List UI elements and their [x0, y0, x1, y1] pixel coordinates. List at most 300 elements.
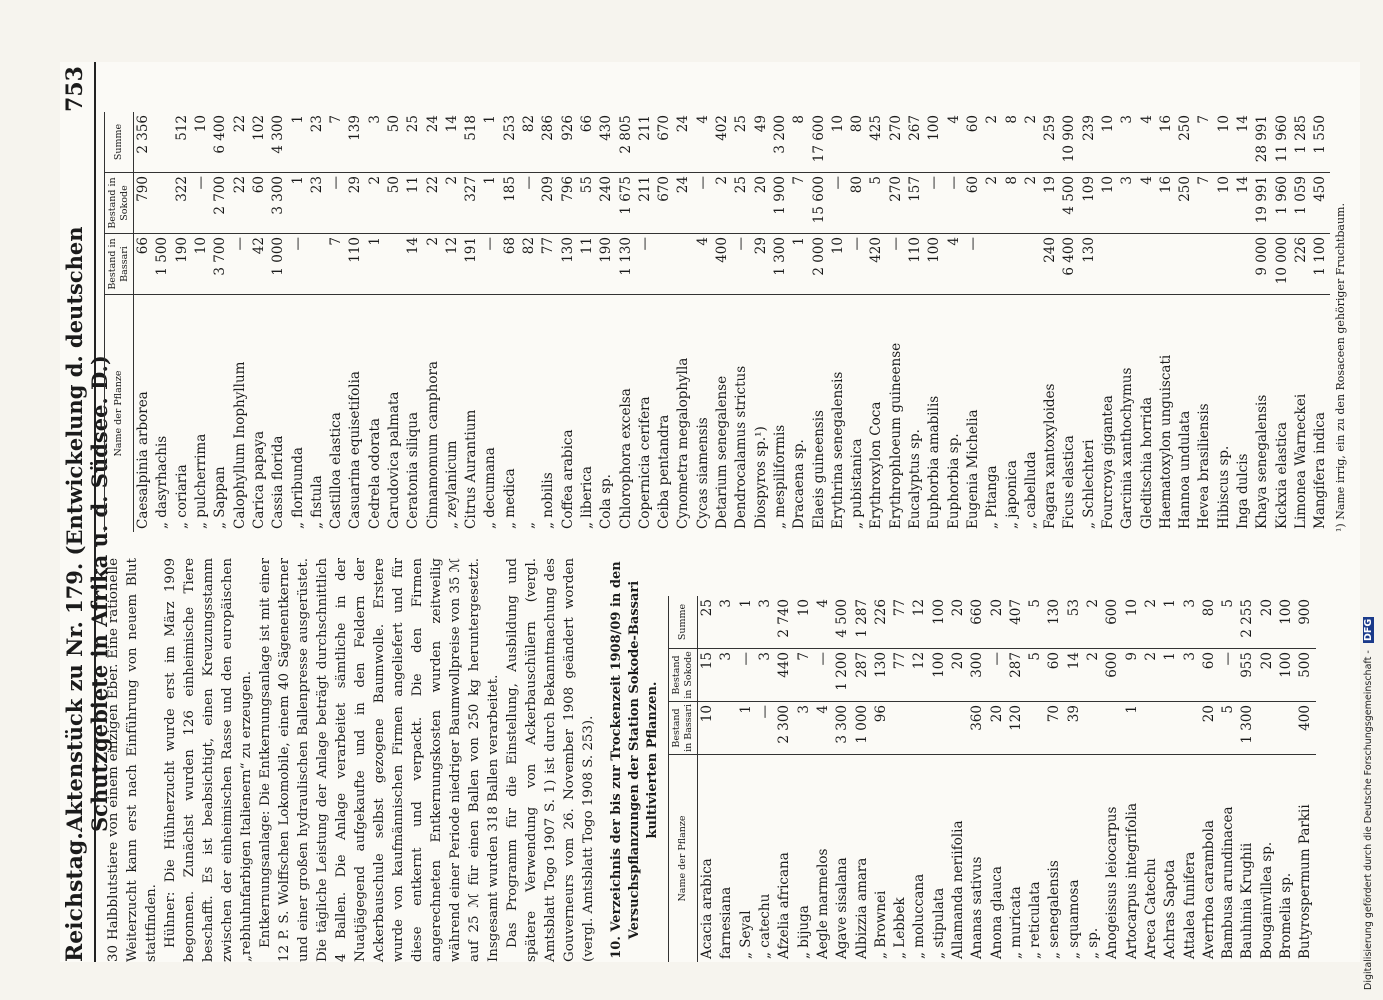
table-row — [906, 112, 925, 532]
sokode-count: 60 — [250, 173, 269, 234]
bassari-count: 1 000 — [269, 234, 288, 295]
table-row — [872, 596, 891, 962]
total-count: 250 — [1176, 112, 1195, 173]
sokode-count: 19 — [1041, 173, 1060, 234]
section-title: 10. Verzeichnis der bis zur Trockenzeit 1908/09 in den Versuchspflanzungen der Station Sokode-Bassari kultivierten Pflanzen. — [609, 561, 660, 959]
plant-name: Cycas siamensis — [694, 417, 711, 529]
bassari-count: — — [756, 702, 775, 755]
sokode-count: 670 — [655, 173, 674, 234]
bassari-count: 82 — [520, 234, 539, 295]
bassari-count: 2 300 — [775, 702, 794, 755]
sokode-count: 1 — [1161, 649, 1180, 702]
sokode-count: 1 960 — [1273, 173, 1292, 234]
table-row — [230, 112, 249, 532]
total-count: 53 — [1065, 596, 1084, 649]
sokode-count: 7 — [790, 173, 809, 234]
left-column — [104, 558, 1316, 962]
table-row — [1103, 596, 1122, 962]
col-summe-header: Summe — [669, 596, 698, 649]
bassari-count: 240 — [1041, 234, 1060, 295]
sokode-count: 1 — [481, 173, 500, 234]
sokode-count: 7 — [794, 649, 813, 702]
bassari-count — [1195, 234, 1214, 295]
table-row — [578, 112, 597, 532]
total-count: 425 — [867, 112, 886, 173]
sokode-count: 2 — [1142, 649, 1161, 702]
sokode-count: 19 991 — [1253, 173, 1272, 234]
total-count: 77 — [891, 596, 910, 649]
sokode-count: 2 — [983, 173, 1002, 234]
table-row — [597, 112, 616, 532]
total-count: 10 900 — [1060, 112, 1079, 173]
col-summe-header: Summe — [105, 112, 134, 173]
plant-name: Castilloa elastica — [328, 412, 345, 529]
plant-name: Eugenia Michelia — [964, 409, 981, 529]
table-row — [1123, 596, 1142, 962]
sokode-count: 157 — [906, 173, 925, 234]
bassari-count: 1 — [366, 234, 385, 295]
bassari-count — [910, 702, 929, 755]
plant-name: „ nobilis — [540, 472, 557, 529]
total-count: 25 — [732, 112, 751, 173]
total-count: 60 — [964, 112, 983, 173]
plant-name: „ muricata — [1007, 886, 1024, 959]
sokode-count: 8 — [1002, 173, 1021, 234]
total-count: 5 — [1026, 596, 1045, 649]
plant-name: Euphorbia amabilis — [926, 395, 943, 529]
sokode-count: 50 — [385, 173, 404, 234]
plant-name: Gleditschia horrida — [1138, 396, 1155, 529]
bassari-count: 4 — [694, 234, 713, 295]
table-row — [404, 112, 423, 532]
sokode-count: — — [987, 649, 1006, 702]
plant-name: Erythrina senegalensis — [829, 371, 846, 529]
col-bassari-header: Bestand in Bassari — [105, 234, 134, 295]
plant-name: Fagara xantoxyloides — [1042, 383, 1059, 529]
bassari-count: 1 300 — [771, 234, 790, 295]
plant-table-right — [104, 112, 1330, 532]
table-row — [1161, 596, 1180, 962]
sokode-count: 4 — [1137, 173, 1156, 234]
total-count: 4 — [944, 112, 963, 173]
plant-name: Attalea funifera — [1181, 851, 1198, 959]
sokode-count: 4 500 — [1060, 173, 1079, 234]
plant-name: „ japonica — [1003, 460, 1020, 529]
table-row — [752, 112, 771, 532]
table-row — [949, 596, 968, 962]
bassari-count: 360 — [968, 702, 987, 755]
bassari-count — [949, 702, 968, 755]
table-row — [1273, 112, 1292, 532]
total-count: 670 — [655, 112, 674, 173]
table-row — [385, 112, 404, 532]
total-count: 10 — [794, 596, 813, 649]
plant-name: Copernicia cerifera — [636, 396, 653, 529]
sokode-count: 209 — [539, 173, 558, 234]
sokode-count: 22 — [423, 173, 442, 234]
plant-name: Achras Sapota — [1162, 859, 1179, 959]
bassari-count — [1157, 234, 1176, 295]
plant-name: Erythrophloeum guineense — [887, 342, 904, 529]
sokode-count: 24 — [674, 173, 693, 234]
plant-name: „ mespiliformis — [771, 424, 788, 529]
bassari-count: 29 — [752, 234, 771, 295]
table-row — [964, 112, 983, 532]
intro-text — [104, 558, 598, 962]
total-count: 211 — [636, 112, 655, 173]
sokode-count: 327 — [462, 173, 481, 234]
bassari-count — [308, 234, 327, 295]
sokode-count: 130 — [872, 649, 891, 702]
table-row — [153, 112, 172, 532]
bassari-count — [983, 234, 1002, 295]
sokode-count: 250 — [1176, 173, 1195, 234]
sokode-count: 5 — [1026, 649, 1045, 702]
plant-name: Kickxia elastica — [1273, 421, 1290, 529]
total-count: 10 — [1099, 112, 1118, 173]
table-row — [674, 112, 693, 532]
total-count: 23 — [308, 112, 327, 173]
bassari-count: 2 000 — [809, 234, 828, 295]
paragraph: Das Programm für die Einstellung, Ausbildung und spätere Verwendung von Ackerbauschülern (vergl. Amtsblatt Togo 1907 S. 1) ist durch Bekanntmachung des Gouverneurs vom 26. November 1908 geändert worden (vergl. Amtsblatt Togo 1908 S. 253). — [505, 558, 596, 962]
table-row — [423, 112, 442, 532]
total-count: 130 — [1045, 596, 1064, 649]
plant-name: „ pulcherrima — [193, 433, 210, 529]
total-count: 3 — [1180, 596, 1199, 649]
bassari-count — [1002, 234, 1021, 295]
sokode-count: — — [520, 173, 539, 234]
table-row — [987, 596, 1006, 962]
bassari-count — [1022, 234, 1041, 295]
table-row — [443, 112, 462, 532]
total-count: 22 — [230, 112, 249, 173]
bassari-count — [1142, 702, 1161, 755]
bassari-count: 3 700 — [211, 234, 230, 295]
total-count: 926 — [559, 112, 578, 173]
table-row — [1137, 112, 1156, 532]
plant-name: „ medica — [501, 468, 518, 529]
total-count: 4 — [814, 596, 833, 649]
table-row — [829, 112, 848, 532]
bassari-count — [1161, 702, 1180, 755]
plant-name: Cassia florida — [270, 435, 287, 529]
bassari-count — [1180, 702, 1199, 755]
bassari-count: 100 — [925, 234, 944, 295]
table-row — [887, 112, 906, 532]
table-row — [211, 112, 230, 532]
table-row — [636, 112, 655, 532]
table-row — [134, 112, 154, 532]
sokode-count: 2 — [1022, 173, 1041, 234]
sokode-count: 1 — [288, 173, 307, 234]
table-row — [481, 112, 500, 532]
table-row — [1099, 112, 1118, 532]
plant-name: „ Lebbek — [892, 897, 909, 959]
sokode-count: — — [694, 173, 713, 234]
bassari-count: — — [964, 234, 983, 295]
plant-name: farnesiana — [718, 886, 735, 959]
sokode-count: 7 — [1195, 173, 1214, 234]
bassari-count: 400 — [713, 234, 732, 295]
table-row — [775, 596, 794, 962]
plant-name: Mangifera indica — [1312, 412, 1329, 529]
sokode-count: 2 — [443, 173, 462, 234]
table-row — [250, 112, 269, 532]
total-count: 226 — [872, 596, 891, 649]
total-count: 2 — [983, 112, 1002, 173]
total-count: 49 — [752, 112, 771, 173]
sokode-count: 300 — [968, 649, 987, 702]
bassari-count — [1277, 702, 1296, 755]
table-row — [737, 596, 756, 962]
total-count: 900 — [1296, 596, 1315, 649]
sokode-count: 287 — [1007, 649, 1026, 702]
sokode-count: 3 — [717, 649, 736, 702]
plant-name: Ceiba pentandra — [656, 414, 673, 529]
table-row — [732, 112, 751, 532]
total-count: 600 — [1103, 596, 1122, 649]
total-count: 24 — [423, 112, 442, 173]
bassari-count — [1137, 234, 1156, 295]
table-row — [1065, 596, 1084, 962]
plant-name: Garcinia xanthochymus — [1119, 367, 1136, 529]
sokode-count: 796 — [559, 173, 578, 234]
sokode-count: 10 — [1099, 173, 1118, 234]
plant-name: Carudovica palmata — [386, 391, 402, 529]
table-row — [1277, 596, 1296, 962]
sokode-count: 60 — [1200, 649, 1219, 702]
total-count: 3 — [1118, 112, 1137, 173]
total-count: 66 — [578, 112, 597, 173]
bassari-count: — — [887, 234, 906, 295]
bassari-count: 42 — [250, 234, 269, 295]
total-count: 1 — [288, 112, 307, 173]
bassari-count: — — [848, 234, 867, 295]
table-row — [1238, 596, 1257, 962]
total-count: 7 — [327, 112, 346, 173]
table-row — [366, 112, 385, 532]
plant-name: Detarium senegalense — [714, 375, 731, 529]
paragraph: 30 Halbblutstiere von einem einzigen Eber. Eine rationelle Weiterzucht kann erst nach Einführung von neuem Blut stattfinden. — [106, 558, 159, 962]
sokode-count: — — [192, 173, 211, 234]
sokode-count: 60 — [964, 173, 983, 234]
bassari-count: 190 — [173, 234, 192, 295]
total-count: 28 991 — [1253, 112, 1272, 173]
sokode-count: 100 — [930, 649, 949, 702]
sokode-count — [153, 173, 172, 234]
total-count: 2 — [1022, 112, 1041, 173]
table-row — [867, 112, 886, 532]
total-count: 4 500 — [833, 596, 852, 649]
total-count: 2 740 — [775, 596, 794, 649]
plant-name: „ bijuga — [795, 905, 812, 959]
plant-name: Areca Catechu — [1142, 858, 1159, 959]
sokode-count: 240 — [597, 173, 616, 234]
plant-name: „ coriaria — [173, 464, 190, 529]
plant-name: Hevea brasiliensis — [1196, 403, 1213, 529]
total-count: 4 — [694, 112, 713, 173]
bassari-count: 1 000 — [852, 702, 871, 755]
sokode-count: 12 — [910, 649, 929, 702]
col-sokode-header: Bestand in Sokode — [105, 173, 134, 234]
total-count: 25 — [404, 112, 423, 173]
bassari-count: 1 130 — [616, 234, 635, 295]
bassari-count: 77 — [539, 234, 558, 295]
table-row — [1219, 596, 1238, 962]
plant-name: „ senegalensis — [1046, 860, 1063, 959]
sokode-count: 22 — [230, 173, 249, 234]
bassari-count — [1118, 234, 1137, 295]
sokode-count: 1 675 — [616, 173, 635, 234]
col-name-header: Name der Pflanze — [105, 295, 134, 533]
sokode-count: 1 900 — [771, 173, 790, 234]
plant-name: „ decumana — [482, 447, 499, 529]
sokode-count: 9 — [1123, 649, 1142, 702]
bassari-count — [891, 702, 910, 755]
total-count: 4 300 — [269, 112, 288, 173]
table-row — [520, 112, 539, 532]
plant-name: Bauhinia Krughii — [1239, 842, 1256, 959]
total-count: 8 — [790, 112, 809, 173]
table-row — [698, 596, 718, 962]
total-count: 512 — [173, 112, 192, 173]
plant-name: Bromelia sp. — [1278, 872, 1295, 959]
total-count: 239 — [1080, 112, 1099, 173]
col-bassari-header: Bestand in Bassari — [669, 702, 698, 755]
plant-name: „ Schlechteri — [1080, 439, 1097, 529]
total-count: 25 — [698, 596, 718, 649]
bassari-count — [655, 234, 674, 295]
plant-name: Khaya senegalensis — [1254, 394, 1271, 529]
bassari-count: — — [636, 234, 655, 295]
bassari-count — [385, 234, 404, 295]
bassari-count: 12 — [443, 234, 462, 295]
plant-table-left — [668, 596, 1316, 962]
bassari-count — [1176, 234, 1195, 295]
plant-name: „ fistula — [308, 475, 325, 529]
total-count: 2 — [1084, 596, 1103, 649]
document-page — [60, 62, 1360, 962]
sokode-count: 20 — [1258, 649, 1277, 702]
total-count: 17 600 — [809, 112, 828, 173]
table-row — [1180, 596, 1199, 962]
bassari-count: 130 — [559, 234, 578, 295]
bassari-count: 1 300 — [1238, 702, 1257, 755]
total-count: 2 255 — [1238, 596, 1257, 649]
total-count: 407 — [1007, 596, 1026, 649]
table-row — [983, 112, 1002, 532]
sokode-count: 55 — [578, 173, 597, 234]
total-count: 8 — [1002, 112, 1021, 173]
plant-name: Aegle marmelos — [814, 848, 831, 959]
table-row — [694, 112, 713, 532]
total-count: 2 — [1142, 596, 1161, 649]
table-row — [1195, 112, 1214, 532]
table-row — [1080, 112, 1099, 532]
table-row — [1176, 112, 1195, 532]
bassari-count: 4 — [814, 702, 833, 755]
plant-name: Eucalyptus sp. — [907, 429, 924, 529]
total-count: 20 — [987, 596, 1006, 649]
plant-name: „ Seyal — [737, 910, 754, 959]
sokode-count: 3 — [756, 649, 775, 702]
plant-name: Citrus Aurantium — [463, 409, 480, 529]
total-count: 14 — [443, 112, 462, 173]
table-row — [346, 112, 365, 532]
plant-name: Hannoa undulata — [1177, 410, 1194, 529]
bassari-count: — — [288, 234, 307, 295]
bassari-count: 7 — [327, 234, 346, 295]
plant-name: „ stipulata — [930, 887, 947, 959]
table-row — [1157, 112, 1176, 532]
total-count: 100 — [930, 596, 949, 649]
sokode-count: 2 — [713, 173, 732, 234]
sokode-count: 15 600 — [809, 173, 828, 234]
plant-name: Averrhoa carambola — [1200, 820, 1217, 959]
bassari-count — [1215, 234, 1234, 295]
sokode-count: 77 — [891, 649, 910, 702]
right-column — [104, 62, 1347, 532]
table-row — [717, 596, 736, 962]
running-header — [60, 62, 112, 962]
table-row — [968, 596, 987, 962]
bassari-count — [1234, 234, 1253, 295]
sokode-count: — — [925, 173, 944, 234]
bassari-count: 20 — [1200, 702, 1219, 755]
total-count: 253 — [501, 112, 520, 173]
plant-name: Cinnamomum camphora — [424, 361, 441, 529]
bassari-count: 39 — [1065, 702, 1084, 755]
bassari-count: 420 — [867, 234, 886, 295]
total-count: 10 — [1123, 596, 1142, 649]
bassari-count: 3 300 — [833, 702, 852, 755]
plant-name: Erythroxylon Coca — [868, 401, 885, 529]
table-row — [616, 112, 635, 532]
sokode-count: — — [814, 649, 833, 702]
bassari-count — [1084, 702, 1103, 755]
bassari-count: 1 500 — [153, 234, 172, 295]
sokode-count: 2 700 — [211, 173, 230, 234]
table-row — [1296, 596, 1315, 962]
bassari-count — [930, 702, 949, 755]
digitization-stamp — [1363, 10, 1379, 990]
bassari-count: 130 — [1080, 234, 1099, 295]
total-count: 139 — [346, 112, 365, 173]
table-row — [462, 112, 481, 532]
plant-name: Cedrela odorata — [366, 418, 383, 529]
sokode-count: — — [1219, 649, 1238, 702]
table-row — [833, 596, 852, 962]
sokode-count: 1 059 — [1292, 173, 1311, 234]
table-row — [1215, 112, 1234, 532]
plant-name: Hibiscus sp. — [1215, 445, 1232, 529]
paragraph: Hühner: Die Hühnerzucht wurde erst im März 1909 begonnen. Zunächst wurden 126 einheimische Tiere beschafft. Es ist beabsichtigt, einen Kreuzungsstamm zwischen der einheimischen Rasse und den europäischen „rebhuhnfarbigen Italienern“ zu erzeugen. — [163, 558, 254, 962]
plant-name: Anogeissus leiocarpus — [1104, 806, 1121, 959]
footnote: ¹) Name irrig, ein zu den Rosaceen gehöriger Fruchtbaum. — [1334, 203, 1348, 532]
table-row — [1118, 112, 1137, 532]
sokode-count: 3 — [1180, 649, 1199, 702]
bassari-count — [1103, 702, 1122, 755]
sokode-count: 14 — [1234, 173, 1253, 234]
total-count: 82 — [520, 112, 539, 173]
total-count: 270 — [887, 112, 906, 173]
table-row — [327, 112, 346, 532]
sokode-count: 20 — [949, 649, 968, 702]
plant-name: Artocarpus integrifolia — [1123, 802, 1140, 959]
bassari-count: 6 400 — [1060, 234, 1079, 295]
total-count: 24 — [674, 112, 693, 173]
table-row — [852, 596, 871, 962]
